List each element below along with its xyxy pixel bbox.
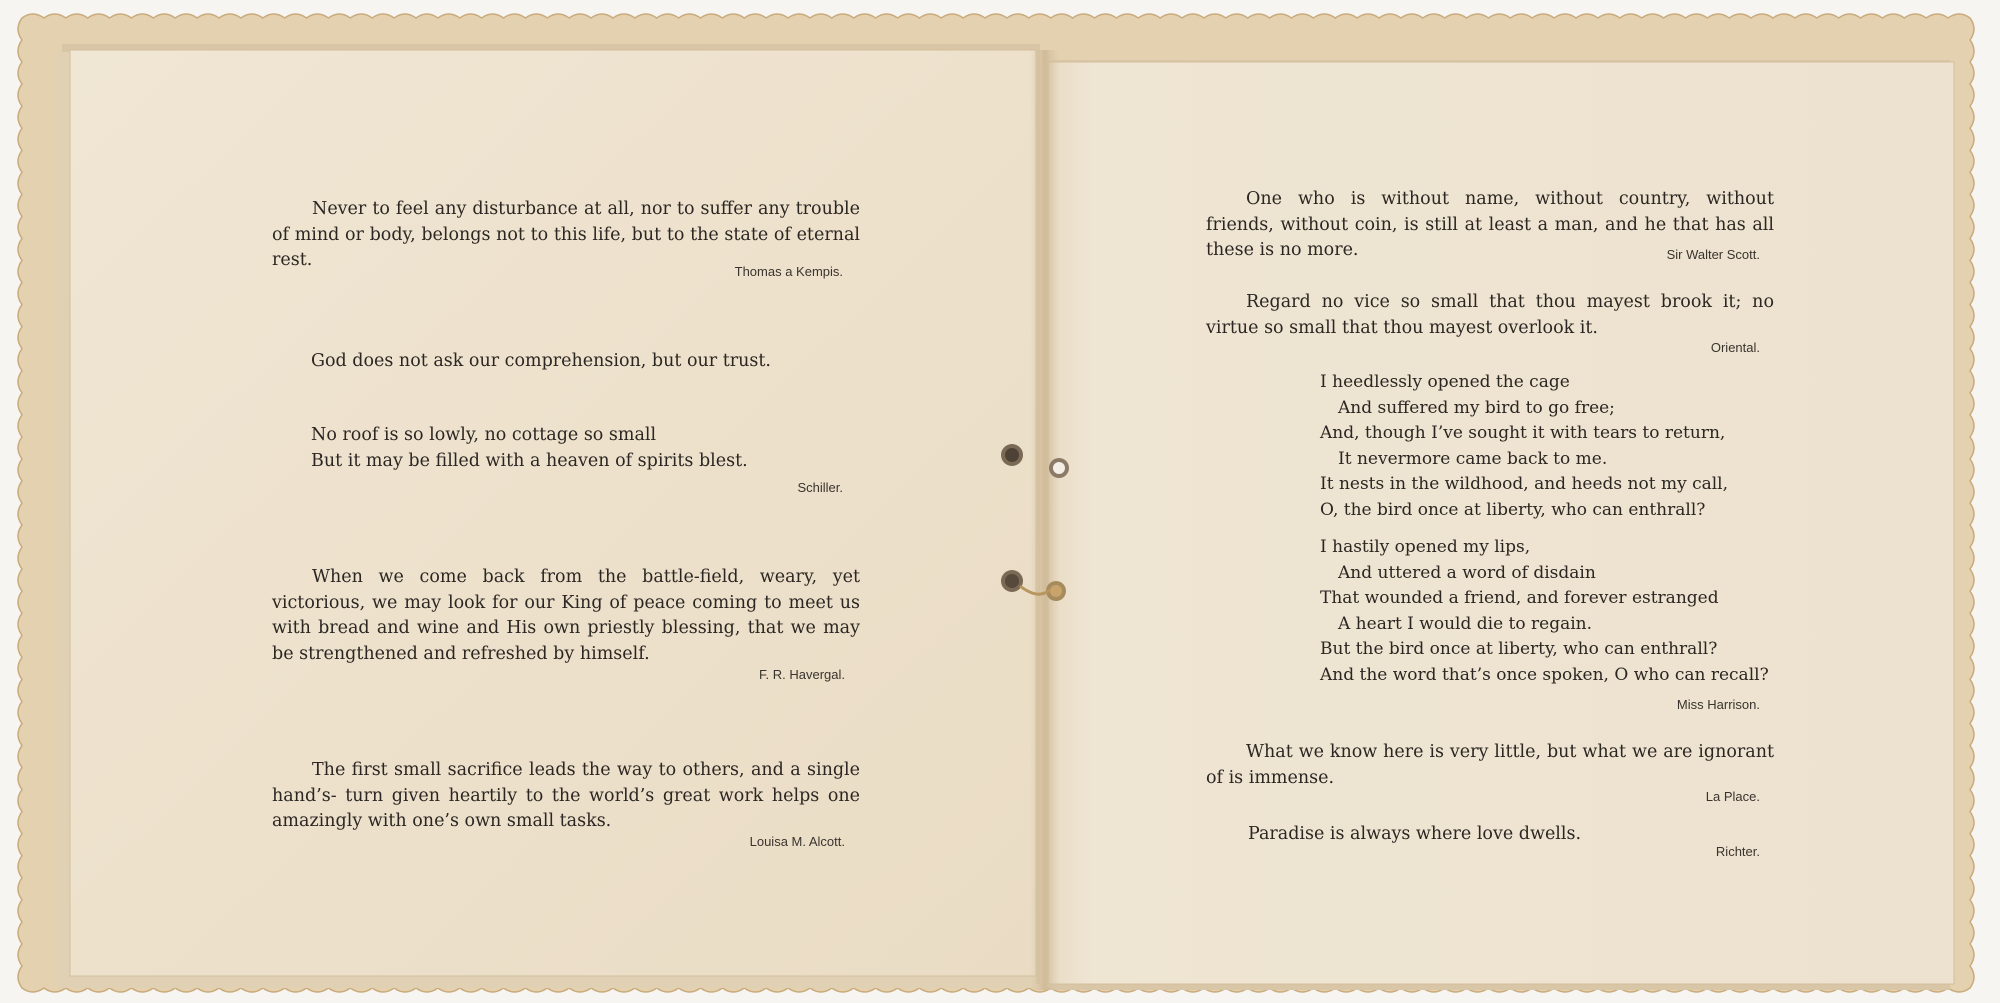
quote-line: that thou mayest overlook it. (1341, 317, 1598, 338)
poem-stanza-1 (1320, 370, 1728, 523)
author-harrison: Miss Harrison. (1676, 697, 1760, 712)
quote-line: One who is without name, without country, without friends, without (1206, 189, 1774, 235)
poem-line: I heedlessly opened the cage (1320, 372, 1570, 392)
quote-line: Never to feel any disturbance at all, nor to suffer any trouble of (272, 199, 860, 245)
author-laplace: La Place. (1705, 789, 1760, 804)
poem-line: And, though I’ve sought it with tears to return, (1320, 423, 1726, 443)
author-oriental: Oriental. (1710, 340, 1760, 355)
quote-schiller (311, 423, 748, 474)
quote-line: Regard no vice so small that thou mayest brook it; no virtue so small (1206, 292, 1774, 338)
quote-kempis (272, 197, 860, 274)
author-schiller: Schiller. (797, 480, 843, 495)
quote-oriental (1206, 290, 1774, 341)
poem-line: O, the bird once at liberty, who can enthrall? (1320, 499, 1706, 520)
author-havergal: F. R. Havergal. (759, 667, 845, 682)
quote-line: refreshed by himself. (461, 643, 650, 664)
quote-line: turn given heartily to the world’s great work helps one amazingly with (272, 785, 860, 831)
quote-line: mind or body, belongs not to this life, but to the state of eternal rest. (272, 224, 860, 270)
quote-line: The first small sacrifice leads the way to others, and a single hand’s- (272, 760, 860, 806)
quote-line: What we know here is very little, but what we are ignorant of is (1206, 742, 1774, 788)
quote-line: one’s own small tasks. (412, 811, 612, 831)
quote-laplace (1206, 740, 1774, 791)
quote-trust: God does not ask our comprehension, but our trust. (311, 351, 771, 371)
quote-line: But it may be filled with a heaven of spirits blest. (311, 450, 748, 471)
author-scott: Sir Walter Scott. (1666, 247, 1760, 262)
quote-havergal (272, 565, 860, 667)
quote-line: coin, is still at least a man, and he that has all these is no more. (1206, 214, 1774, 260)
quote-alcott (272, 758, 860, 835)
poem-line: I hastily opened my lips, (1320, 537, 1531, 557)
quote-line: and His own priestly blessing, that we may be strengthened and (272, 618, 860, 664)
poem-line: But the bird once at liberty, who can enthrall? (1320, 639, 1718, 659)
poem-line: And the word that’s once spoken, O who can recall? (1320, 664, 1769, 685)
poem-line: That wounded a friend, and forever estranged (1320, 588, 1719, 608)
author-richter: Richter. (1715, 844, 1760, 859)
quote-line: When we come back from the battle-field, weary, yet victorious, we (272, 567, 860, 613)
quote-line: may look for our King of peace coming to meet us with bread and wine (272, 592, 860, 638)
poem-stanza-2 (1320, 535, 1769, 688)
quote-line: immense. (1248, 767, 1335, 788)
poem-line: It nests in the wildhood, and heeds not my call, (1320, 474, 1729, 494)
quote-line: No roof is so lowly, no cottage so small (311, 425, 657, 445)
poem-line: And suffered my bird to go free; (1338, 397, 1615, 418)
author-kempis: Thomas a Kempis. (734, 264, 843, 279)
poem-line: A heart I would die to regain. (1338, 613, 1593, 634)
poem-line: And uttered a word of disdain (1338, 562, 1596, 583)
author-alcott: Louisa M. Alcott. (749, 834, 845, 849)
poem-line: It nevermore came back to me. (1338, 448, 1608, 469)
quote-richter: Paradise is always where love dwells. (1248, 824, 1582, 844)
